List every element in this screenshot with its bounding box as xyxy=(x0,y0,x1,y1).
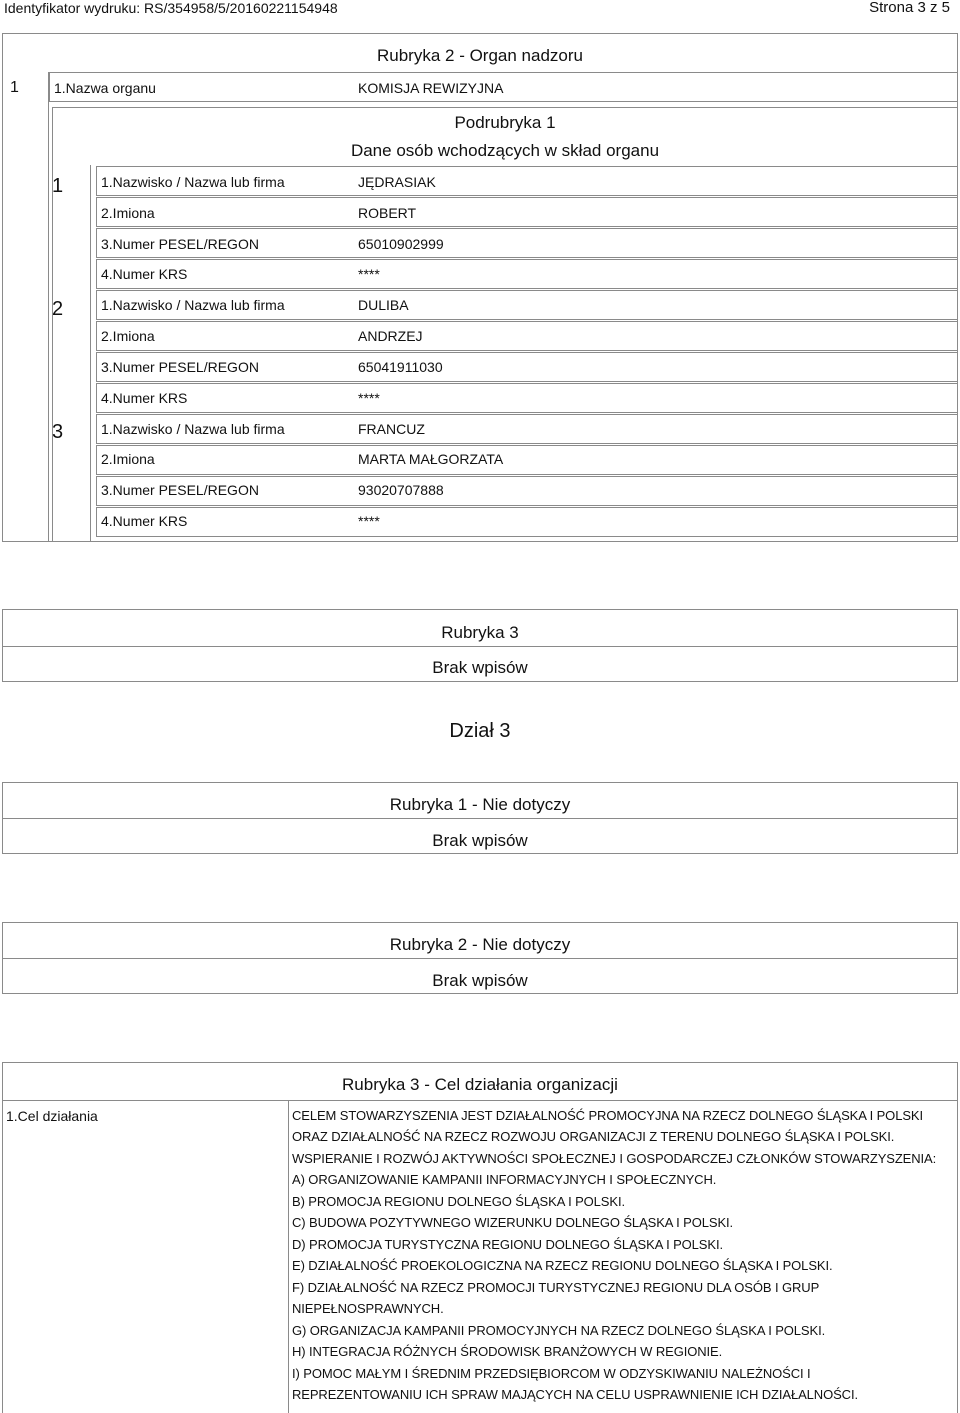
person-krs-value: **** xyxy=(358,266,380,282)
d3-rubryka3-title: Rubryka 3 - Cel działania organizacji xyxy=(342,1075,618,1094)
rubryka3-divider xyxy=(2,646,958,647)
page-number: Strona 3 z 5 xyxy=(869,0,950,16)
person-surname-label: 1.Nazwisko / Nazwa lub firma xyxy=(101,174,285,190)
purpose-text-line: E) DZIAŁALNOŚĆ PROEKOLOGICZNA NA RZECZ REGIONU DOLNEGO ŚLĄSKA I POLSKI. xyxy=(292,1258,833,1273)
person-pesel-value: 93020707888 xyxy=(358,482,444,498)
purpose-text-line: F) DZIAŁALNOŚĆ NA RZECZ PROMOCJI TURYSTYCZNEJ REGIONU DLA OSÓB I GRUP xyxy=(292,1280,820,1295)
index-column-divider xyxy=(48,72,49,542)
person-names-label: 2.Imiona xyxy=(101,205,155,221)
purpose-text-line: CELEM STOWARZYSZENIA JEST DZIAŁALNOŚĆ PROMOCYJNA NA RZECZ DOLNEGO ŚLĄSKA I POLSKI xyxy=(292,1108,923,1123)
person-row xyxy=(96,321,958,351)
person-krs-label: 4.Numer KRS xyxy=(101,513,188,529)
d3-rubryka2-empty: Brak wpisów xyxy=(432,971,528,990)
podrubryka1-title: Podrubryka 1 xyxy=(454,113,556,132)
person-names-value: MARTA MAŁGORZATA xyxy=(358,451,504,467)
organ-name-value: KOMISJA REWIZYJNA xyxy=(358,80,504,96)
organ-name-row xyxy=(49,72,958,102)
person-index-divider xyxy=(90,165,91,542)
person-row xyxy=(96,197,958,227)
person-surname-label: 1.Nazwisko / Nazwa lub firma xyxy=(101,421,285,437)
podrubryka1-bottom xyxy=(52,541,958,542)
purpose-label: 1.Cel działania xyxy=(6,1108,98,1124)
dzial3-title: Dział 3 xyxy=(449,720,511,742)
person-pesel-label: 3.Numer PESEL/REGON xyxy=(101,359,259,375)
person-names-label: 2.Imiona xyxy=(101,328,155,344)
d3-rubryka3-col-divider xyxy=(288,1100,289,1413)
person-krs-value: **** xyxy=(358,390,380,406)
rubryka3-title: Rubryka 3 xyxy=(441,623,519,642)
person-row xyxy=(96,383,958,413)
person-surname-value: FRANCUZ xyxy=(358,421,425,437)
purpose-text-line: D) PROMOCJA TURYSTYCZNA REGIONU DOLNEGO ŚLĄSKA I POLSKI. xyxy=(292,1237,723,1252)
person-row xyxy=(96,507,958,537)
rubryka2-title: Rubryka 2 - Organ nadzoru xyxy=(377,46,583,65)
purpose-text-line: A) ORGANIZOWANIE KAMPANII INFORMACYJNYCH I SPOŁECZNYCH. xyxy=(292,1172,717,1187)
d3-rubryka1-title: Rubryka 1 - Nie dotyczy xyxy=(389,795,571,814)
purpose-text-line: C) BUDOWA POZYTYWNEGO WIZERUNKU DOLNEGO ŚLĄSKA I POLSKI. xyxy=(292,1215,734,1230)
rubryka3-empty: Brak wpisów xyxy=(432,658,528,677)
purpose-text-line: WSPIERANIE I ROZWÓJ AKTYWNOŚCI SPOŁECZNEJ I GOSPODARCZEJ CZŁONKÓW STOWARZYSZENIA: xyxy=(292,1151,937,1166)
person-row xyxy=(96,445,958,475)
d3-rubryka1-divider xyxy=(2,818,958,819)
person-index: 1 xyxy=(52,175,64,197)
person-krs-value: **** xyxy=(358,513,380,529)
purpose-text-line: ORAZ DZIAŁALNOŚĆ NA RZECZ ROZWOJU ORGANIZACJI Z TERENU DOLNEGO ŚLĄSKA I POLSKI. xyxy=(292,1129,895,1144)
organ-name-label: 1.Nazwa organu xyxy=(54,80,156,96)
d3-rubryka2-divider xyxy=(2,958,958,959)
purpose-text-line: G) ORGANIZACJA KAMPANII PROMOCYJNYCH NA RZECZ DOLNEGO ŚLĄSKA I POLSKI. xyxy=(292,1323,826,1338)
purpose-text-line: B) PROMOCJA REGIONU DOLNEGO ŚLĄSKA I POLSKI. xyxy=(292,1194,625,1209)
person-krs-label: 4.Numer KRS xyxy=(101,390,188,406)
d3-rubryka2-title: Rubryka 2 - Nie dotyczy xyxy=(389,935,571,954)
purpose-text-line: I) POMOC MAŁYM I ŚREDNIM PRZEDSIĘBIORCOM W ODZYSKIWANIU NALEŻNOŚCI I xyxy=(292,1366,811,1381)
person-pesel-value: 65041911030 xyxy=(358,359,443,375)
person-krs-label: 4.Numer KRS xyxy=(101,266,188,282)
person-row xyxy=(96,259,958,289)
purpose-text-line: H) INTEGRACJA RÓŻNYCH ŚRODOWISK BRANŻOWYCH W REGIONIE. xyxy=(292,1344,723,1359)
person-names-label: 2.Imiona xyxy=(101,451,155,467)
person-surname-value: DULIBA xyxy=(358,297,409,313)
person-pesel-value: 65010902999 xyxy=(358,236,444,252)
d3-rubryka1-empty: Brak wpisów xyxy=(432,831,528,850)
print-identifier: Identyfikator wydruku: RS/354958/5/20160221154948 xyxy=(4,0,338,16)
person-index: 3 xyxy=(52,421,64,443)
podrubryka1-subtitle: Dane osób wchodzących w skład organu xyxy=(350,141,660,160)
person-index: 2 xyxy=(52,298,64,320)
person-surname-label: 1.Nazwisko / Nazwa lub firma xyxy=(101,297,285,313)
d3-rubryka3-divider xyxy=(2,1100,958,1101)
person-pesel-label: 3.Numer PESEL/REGON xyxy=(101,236,259,252)
person-names-value: ROBERT xyxy=(358,205,417,221)
person-surname-value: JĘDRASIAK xyxy=(358,174,436,190)
person-names-value: ANDRZEJ xyxy=(358,328,423,344)
purpose-text-line: NIEPEŁNOSPRAWNYCH. xyxy=(292,1301,444,1316)
person-pesel-label: 3.Numer PESEL/REGON xyxy=(101,482,259,498)
organ-index: 1 xyxy=(10,79,19,96)
purpose-text-line: REPREZENTOWANIU ICH SPRAW MAJĄCYCH NA CELU USPRAWNIENIE ICH DZIAŁALNOŚCI. xyxy=(292,1387,858,1402)
